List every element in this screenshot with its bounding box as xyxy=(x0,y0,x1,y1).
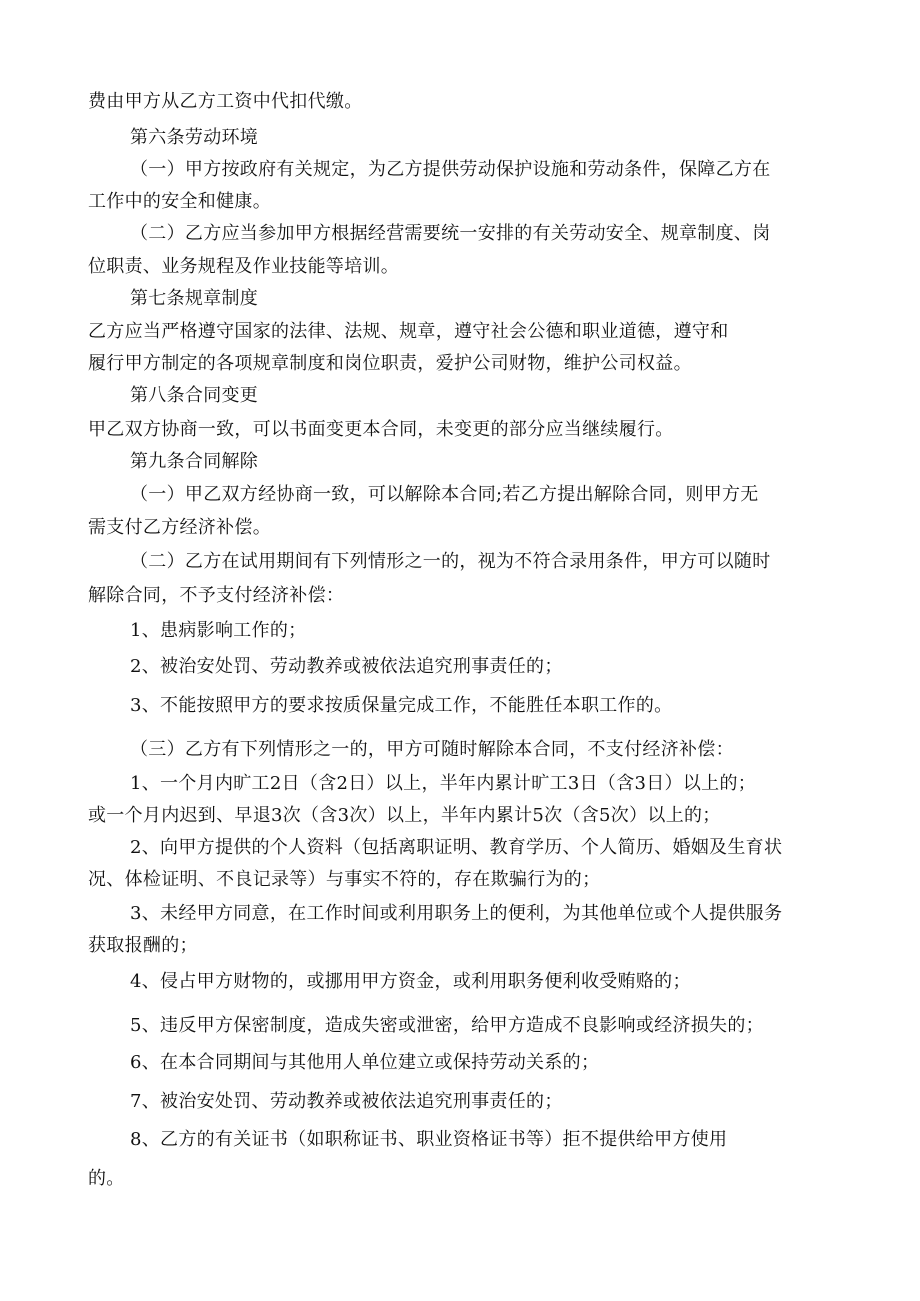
section-heading: 第六条劳动环境 xyxy=(130,127,259,148)
text-line: 解除合同，不予支付经济补偿： xyxy=(88,585,345,606)
text-line: （二）乙方应当参加甲方根据经营需要统一安排的有关劳动安全、规章制度、岗 xyxy=(130,223,771,244)
list-item: 5、违反甲方保密制度，造成失密或泄密，给甲方造成不良影响或经济损失的； xyxy=(130,1015,764,1036)
list-item: 8、乙方的有关证书（如职称证书、职业资格证书等）拒不提供给甲方使用 xyxy=(130,1129,728,1150)
text-line: （一）甲方按政府有关规定，为乙方提供劳动保护设施和劳动条件，保障乙方在 xyxy=(130,159,771,180)
text-line: 乙方应当严格遵守国家的法律、法规、规章，遵守社会公德和职业道德，遵守和 xyxy=(88,321,729,342)
text-line: 况、体检证明、不良记录等）与事实不符的，存在欺骗行为的； xyxy=(88,869,601,890)
text-line: 的。 xyxy=(88,1168,125,1189)
text-line: （二）乙方在试用期间有下列情形之一的，视为不符合录用条件，甲方可以随时 xyxy=(130,551,771,572)
section-heading: 第七条规章制度 xyxy=(130,288,259,309)
text-line: 费由甲方从乙方工资中代扣代缴。 xyxy=(88,91,363,112)
text-line: 工作中的安全和健康。 xyxy=(88,191,271,212)
list-item: 2、被治安处罚、劳动教养或被依法追究刑事责任的； xyxy=(130,656,563,677)
text-line: （三）乙方有下列情形之一的，甲方可随时解除本合同，不支付经济补偿： xyxy=(130,739,734,760)
list-item: 3、未经甲方同意，在工作时间或利用职务上的便利，为其他单位或个人提供服务 xyxy=(130,903,783,924)
list-item: 1、患病影响工作的； xyxy=(130,620,307,641)
list-item: 7、被治安处罚、劳动教养或被依法追究刑事责任的； xyxy=(130,1091,563,1112)
text-line: 位职责、业务规程及作业技能等培训。 xyxy=(88,256,400,277)
list-item: 2、向甲方提供的个人资料（包括离职证明、教育学历、个人简历、婚姻及生育状 xyxy=(130,837,783,858)
text-line: 甲乙双方协商一致，可以书面变更本合同，未变更的部分应当继续履行。 xyxy=(88,419,674,440)
list-item: 3、不能按照甲方的要求按质保量完成工作，不能胜任本职工作的。 xyxy=(130,695,673,716)
text-line: 履行甲方制定的各项规章制度和岗位职责，爱护公司财物，维护公司权益。 xyxy=(88,353,692,374)
list-item: 1、一个月内旷工2日（含2日）以上，半年内累计旷工3日（含3日）以上的； xyxy=(130,773,757,794)
list-item: 4、侵占甲方财物的，或挪用甲方资金，或利用职务便利收受贿赂的； xyxy=(130,971,691,992)
text-line: 需支付乙方经济补偿。 xyxy=(88,517,271,538)
section-heading: 第九条合同解除 xyxy=(130,451,259,472)
text-line: 获取报酬的； xyxy=(88,935,198,956)
section-heading: 第八条合同变更 xyxy=(130,385,259,406)
text-line: 或一个月内迟到、早退3次（含3次）以上，半年内累计5次（含5次）以上的； xyxy=(88,805,721,826)
list-item: 6、在本合同期间与其他用人单位建立或保持劳动关系的； xyxy=(130,1052,600,1073)
text-line: （一）甲乙双方经协商一致，可以解除本合同;若乙方提出解除合同，则甲方无 xyxy=(130,484,759,505)
